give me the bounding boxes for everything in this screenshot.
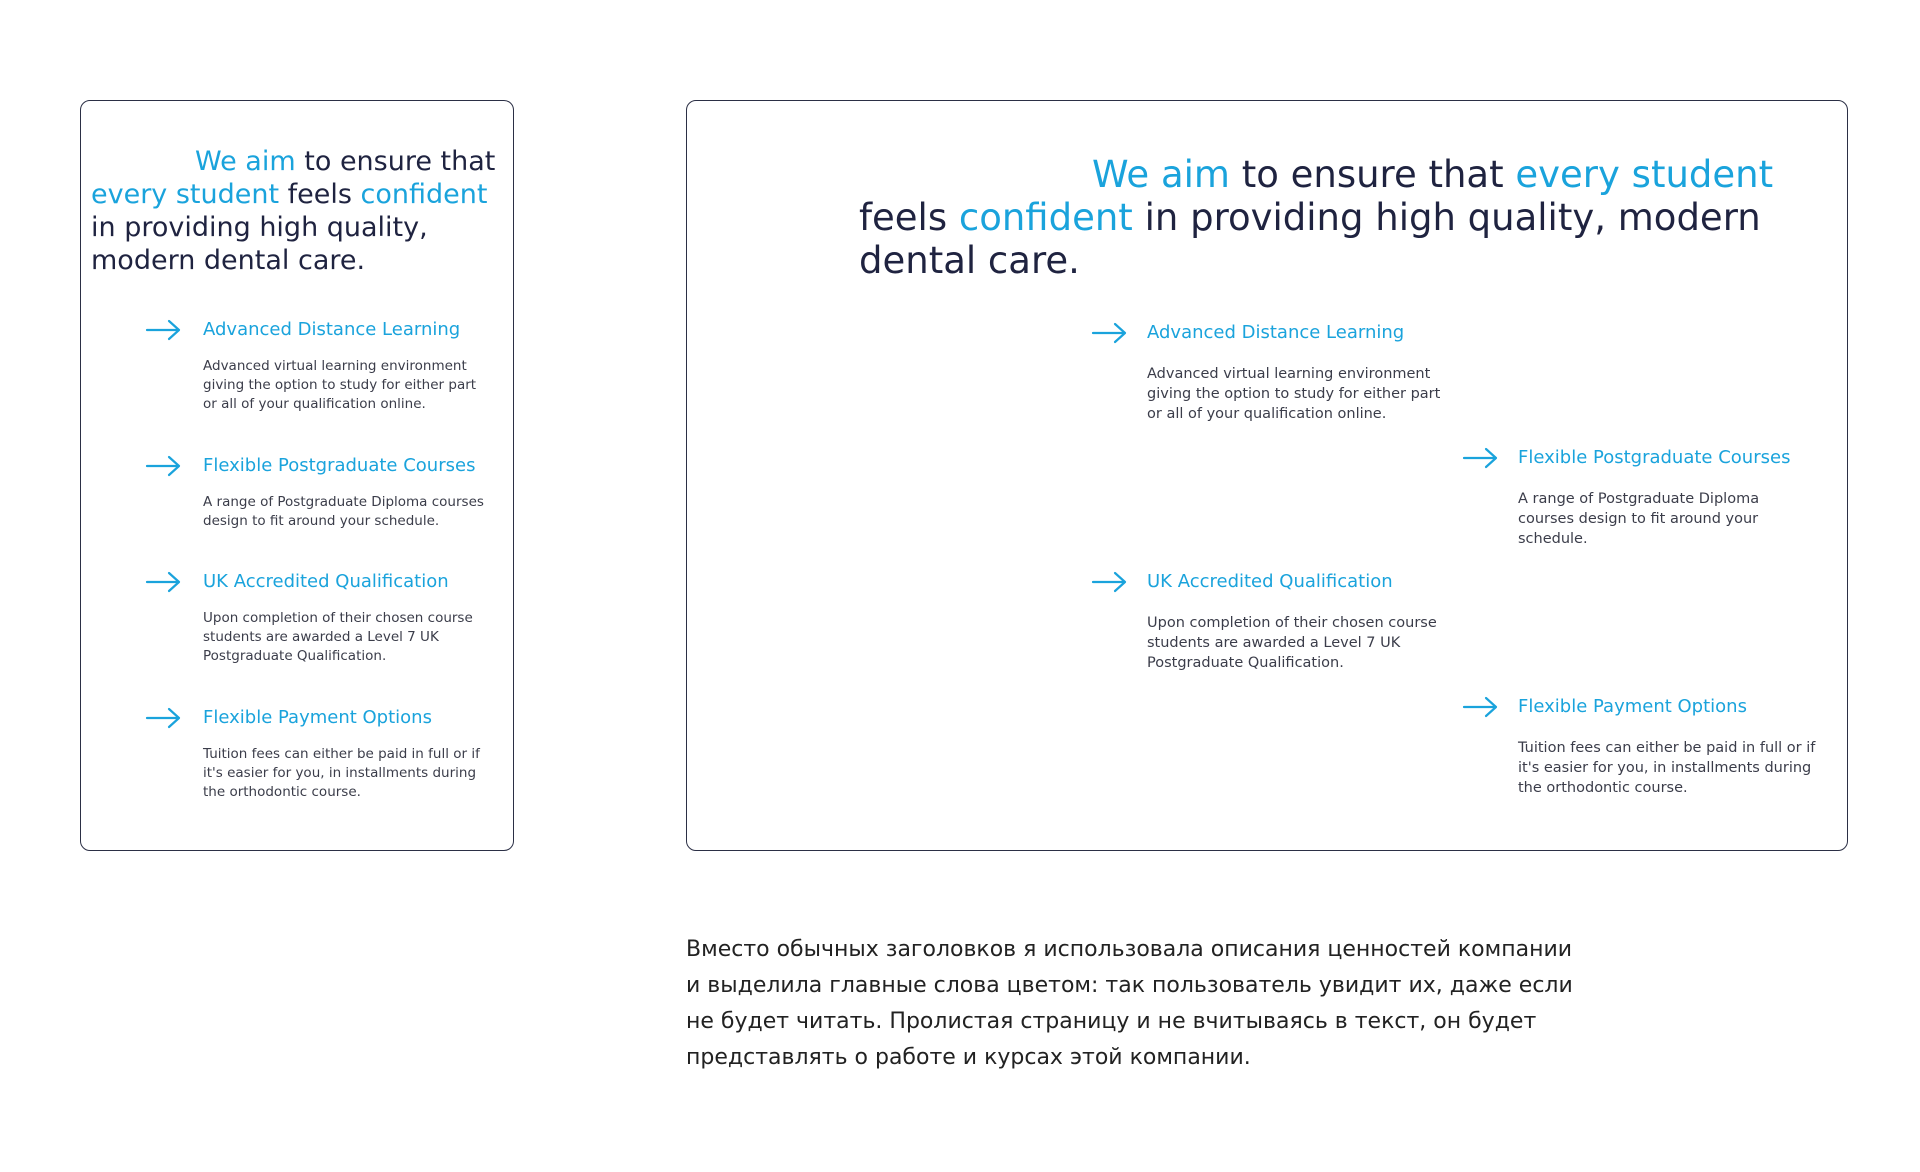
arrow-right-icon <box>1091 571 1129 593</box>
feature-title: Advanced Distance Learning <box>203 319 461 340</box>
arrow-right-icon <box>1462 447 1500 469</box>
headline-highlight: We aim <box>195 146 296 177</box>
feature-title: Flexible Postgraduate Courses <box>1518 447 1791 468</box>
feature-title: Flexible Payment Options <box>1518 696 1747 717</box>
feature-description: A range of Postgraduate Diploma courses design to fit around your schedule. <box>203 494 484 529</box>
headline-highlight: every student <box>1515 153 1774 196</box>
arrow-right-icon <box>145 571 183 593</box>
feature-title: UK Accredited Qualification <box>203 571 449 592</box>
feature-title: Flexible Payment Options <box>203 707 432 728</box>
feature-description: Tuition fees can either be paid in full or if it's easier for you, in installments during the orthodontic course. <box>203 746 480 800</box>
desktop-mockup-card <box>686 100 1848 851</box>
headline-highlight: confident <box>360 179 488 210</box>
feature-title: UK Accredited Qualification <box>1147 571 1393 592</box>
arrow-right-icon <box>1091 322 1129 344</box>
headline-highlight: We aim <box>1092 153 1230 196</box>
arrow-right-icon <box>1462 696 1500 718</box>
mission-headline: We aim to ensure that every student feels confident in providing high quality, modern dental care. <box>859 153 1774 282</box>
feature-description: Tuition fees can either be paid in full or if it's easier for you, in installments during the orthodontic course. <box>1518 740 1816 796</box>
mission-headline: We aim to ensure that every student feels confident in providing high quality, modern dental care. <box>91 146 496 276</box>
feature-title: Flexible Postgraduate Courses <box>203 455 476 476</box>
feature-description: A range of Postgraduate Diploma courses design to fit around your schedule. <box>1518 491 1760 547</box>
mobile-mockup-card <box>80 100 514 851</box>
arrow-right-icon <box>145 319 183 341</box>
design-caption: Вместо обычных заголовков я использовала описания ценностей компании и выделила главные слова цветом: так пользователь увидит их, даже если не будет читать. Пролистая страницу и не вчитываясь в текст, он будет представлять о работе и курсах этой компании. <box>686 937 1573 1070</box>
feature-description: Advanced virtual learning environment giving the option to study for either part or all of your qualification online. <box>203 358 477 412</box>
headline-highlight: confident <box>958 196 1133 239</box>
feature-description: Advanced virtual learning environment giving the option to study for either part or all of your qualification online. <box>1147 366 1441 422</box>
arrow-right-icon <box>145 707 183 729</box>
feature-title: Advanced Distance Learning <box>1147 322 1405 343</box>
arrow-right-icon <box>145 455 183 477</box>
feature-description: Upon completion of their chosen course students are awarded a Level 7 UK Postgraduate Qualification. <box>1147 615 1437 671</box>
headline-highlight: every student <box>91 179 280 210</box>
feature-description: Upon completion of their chosen course students are awarded a Level 7 UK Postgraduate Qualification. <box>203 610 473 664</box>
